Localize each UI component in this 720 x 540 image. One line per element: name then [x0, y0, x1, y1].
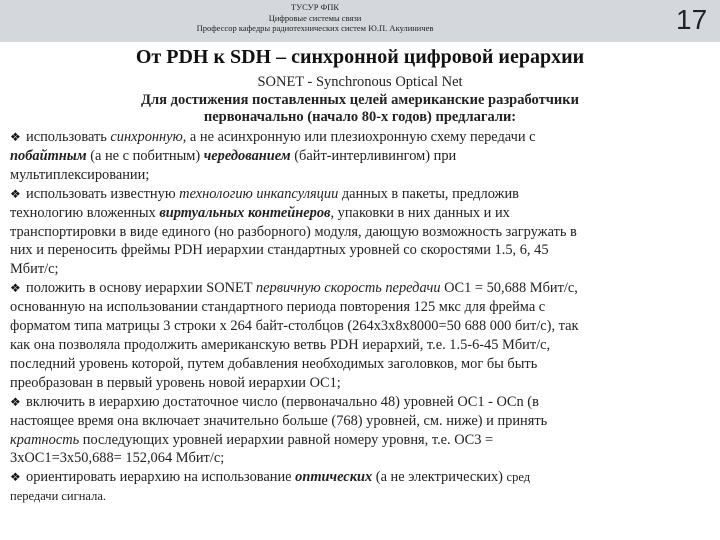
- diamond-bullet-icon: ❖: [10, 130, 21, 144]
- bullet-item-3-cont: [10, 298, 710, 317]
- bullet-emphasis: технологию инкапсуляции: [179, 185, 339, 202]
- bullet-emphasis: побайтным: [10, 147, 87, 164]
- bullet-text: преобразован в первый уровень новой иерархии OC1;: [10, 374, 341, 391]
- diamond-bullet-icon: ❖: [10, 394, 21, 409]
- bullet-item-3-cont: [10, 317, 710, 336]
- slide-header: [0, 0, 720, 42]
- bullet-item-5-cont: [10, 487, 710, 506]
- bullet-emphasis: виртуальных контейнеров: [159, 204, 331, 221]
- bullet-item-2: [10, 185, 710, 204]
- bullet-text: OC1 = 50,688 Мбит/с,: [440, 280, 578, 297]
- header-line-3: Профессор кафедры радиотехнических систем Ю.П. Акулиничев: [196, 23, 434, 33]
- diamond-bullet-icon: ❖: [10, 186, 21, 201]
- bullet-item-4-cont: [10, 449, 710, 468]
- bullet-text: положить в основу иерархии SONET: [26, 280, 256, 297]
- bullet-text: технологию вложенных: [10, 204, 160, 221]
- lead-line-1: Для достижения поставленных целей американские разработчики: [141, 92, 579, 108]
- bullet-text: мультиплексировании;: [10, 166, 150, 183]
- bullet-text: , упаковки в них данных и их: [330, 204, 510, 221]
- bullet-text: последний уровень которой, путем добавления необходимых заголовков, мог бы быть: [10, 355, 538, 372]
- header-text: [180, 2, 450, 34]
- bullet-item-2-cont: [10, 260, 710, 279]
- bullet-item-5: [10, 468, 710, 487]
- bullet-text: них и переносить фреймы PDH иерархии стандартных уровней со скоростями 1.5, 6, 45: [10, 242, 549, 259]
- bullet-text: (а не электрических): [372, 469, 507, 486]
- lead-paragraph: [60, 92, 660, 126]
- bullet-text: настоящее время она включает значительно больше (768) уровней, см. ниже) и принять: [10, 412, 548, 429]
- bullet-text: основанную на использовании стандартного периода повторения 125 мкс для фрейма с: [10, 299, 546, 316]
- bullet-text: как она позволяла продолжить американскую ветвь PDH иерархий, т.е. 1.5-6-45 Мбит/с,: [10, 336, 551, 353]
- bullet-text: использовать: [26, 129, 111, 145]
- bullet-text: передачи сигнала.: [10, 489, 107, 504]
- header-line-1: ТУСУР ФПК: [290, 2, 340, 12]
- bullet-emphasis: оптических: [295, 469, 373, 486]
- page-number: 17: [676, 4, 708, 35]
- bullet-text: последующих уровней иерархии равной номеру уровня, т.е. OC3 =: [79, 431, 494, 448]
- bullet-item-4: [10, 393, 710, 412]
- bullet-item-3: [10, 279, 710, 298]
- diamond-bullet-icon: ❖: [10, 281, 21, 296]
- bullet-text: (а не с побитным): [86, 147, 204, 164]
- bullet-item-3-cont: [10, 355, 710, 374]
- bullet-text: Мбит/с;: [10, 261, 59, 278]
- bullet-item-1: [10, 128, 710, 147]
- bullet-text: использовать известную: [26, 185, 180, 202]
- bullet-item-3-cont: [10, 336, 710, 355]
- slide-subtitle: SONET - Synchronous Optical Net: [257, 74, 463, 90]
- bullet-text: данных в пакеты, предложив: [338, 185, 519, 202]
- bullet-emphasis: кратность: [10, 431, 80, 448]
- bullet-item-4-cont: [10, 412, 710, 431]
- bullet-item-4-cont: [10, 431, 710, 450]
- slide-title: От PDH к SDH – синхронной цифровой иерархии: [135, 46, 585, 68]
- header-line-2: Цифровые системы связи: [268, 12, 362, 23]
- bullet-item-1-cont: [10, 166, 710, 185]
- bullet-item-2-cont: [10, 241, 710, 260]
- bullet-text: ориентировать иерархию на использование: [26, 469, 296, 486]
- bullet-text: включить в иерархию достаточное число (первоначально 48) уровней OC1 - OCn (в: [26, 393, 539, 410]
- bullet-text: форматом типа матрицы 3 строки x 264 байт-столбцов (264x3x8x8000=50 688 000 бит/с), так: [10, 318, 579, 335]
- bullet-text: сред: [506, 470, 531, 485]
- bullet-emphasis: первичную скорость передачи: [255, 280, 441, 297]
- lead-line-2: первоначально (начало 80-х годов) предлагали:: [203, 109, 517, 125]
- bullet-item-2-cont: [10, 204, 710, 223]
- bullet-emphasis: чередованием: [203, 147, 291, 164]
- bullet-item-2-cont: [10, 223, 710, 242]
- bullet-item-1-cont: [10, 147, 710, 166]
- bullet-emphasis: синхронную: [110, 129, 183, 145]
- bullet-text: транспортировки в виде единого (но разборного) модуля, дающую возможность загружать в: [10, 223, 577, 240]
- bullet-item-3-cont: [10, 374, 710, 393]
- bullet-text: , а не асинхронную или плезиохронную схему передачи с: [182, 129, 536, 145]
- bullet-list: [10, 128, 710, 506]
- bullet-text: 3xOC1=3x50,688= 152,064 Мбит/с;: [10, 450, 225, 467]
- diamond-bullet-icon: ❖: [10, 470, 21, 485]
- bullet-text: (байт-интерливингом) при: [290, 147, 457, 164]
